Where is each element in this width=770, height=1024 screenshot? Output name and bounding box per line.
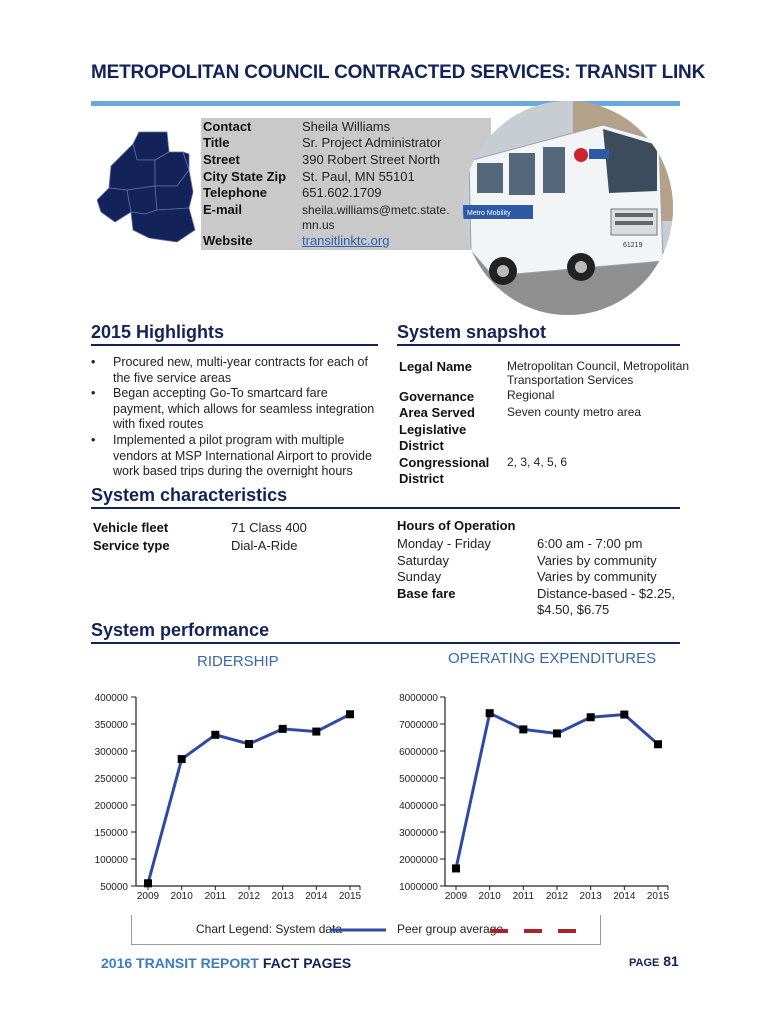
highlights-divider [91,344,378,346]
data-point [486,709,494,717]
ridership-chart [80,685,370,905]
page-label: PAGE [629,957,660,969]
area-served-value: Seven county metro area [507,405,642,419]
highlight-text: Began accepting Go-To smartcard fare payment, which allows for seamless integration with fixed routes [113,386,375,431]
governance-label: Governance [399,389,475,404]
x-tick-label: 2011 [512,891,535,902]
highlight-item [91,433,376,480]
area-served-label: Area Served [399,405,475,420]
sunday-label: Sunday [397,569,442,584]
service-type-label: Service type [93,538,170,553]
legal-name-label: Legal Name [399,359,472,374]
x-tick-label: 2010 [170,891,193,902]
y-tick-label: 150000 [94,828,128,839]
legend-peer-swatch [488,927,583,935]
vehicle-fleet-label: Vehicle fleet [93,520,169,535]
weekday-label: Monday - Friday [397,536,491,551]
service-area-map [97,130,207,242]
vehicle-fleet-value: 71 Class 400 [231,520,307,535]
x-tick-label: 2015 [338,891,362,902]
highlight-text: Procured new, multi-year contracts for each of the five service areas [113,355,368,385]
report-title-part1: 2016 TRANSIT REPORT [101,955,259,971]
legal-name-line1: Metropolitan Council, Metropolitan [507,359,690,373]
x-tick-label: 2013 [271,891,294,902]
saturday-hours: Varies by community [537,553,657,568]
y-tick-label: 4000000 [399,801,438,812]
expenditures-chart [380,685,680,905]
bus-illustration [463,101,673,315]
contact-label: Contact [203,119,252,134]
characteristics-divider [91,507,680,509]
congressional-value: 2, 3, 4, 5, 6 [507,455,568,469]
y-tick-label: 50000 [100,882,128,893]
contact-telephone: 651.602.1709 [302,185,382,200]
data-point [620,711,628,719]
legal-name-line2: Transportation Services [507,373,634,387]
data-point [312,728,320,736]
contact-title: Sr. Project Administrator [302,135,442,150]
bullet-icon: • [91,433,96,447]
highlights-heading: 2015 Highlights [91,322,225,342]
base-fare-line2: $4.50, $6.75 [537,602,610,617]
legend-system-swatch [328,926,388,934]
page-number: 81 [663,953,679,969]
weekday-hours: 6:00 am - 7:00 pm [537,536,643,551]
contact-email-line2[interactable]: mn.us [302,218,335,232]
data-point [519,725,527,733]
x-tick-label: 2009 [444,891,468,902]
y-tick-label: 400000 [94,693,128,704]
y-tick-label: 350000 [94,720,128,731]
x-tick-label: 2015 [646,891,670,902]
contact-email-line1[interactable]: sheila.williams@metc.state. [302,203,450,217]
y-tick-label: 8000000 [399,693,438,704]
highlight-text: Implemented a pilot program with multiple vendors at MSP International Airport to provide work based trips during the overnight hours [113,433,372,478]
x-tick-label: 2013 [579,891,602,902]
bus-photo [463,101,673,315]
bus-logo-text: Metro Mobility [467,210,511,217]
website-link[interactable]: transitlinktc.org [302,233,390,248]
x-tick-label: 2011 [204,891,227,902]
congressional-label-2: District [399,471,444,486]
report-footer [101,955,351,971]
x-tick-label: 2012 [545,891,569,902]
performance-divider [91,642,680,644]
y-tick-label: 5000000 [399,774,438,785]
data-point [279,725,287,733]
saturday-label: Saturday [397,553,450,568]
city-state-zip-label: City State Zip [203,169,287,184]
sunday-hours: Varies by community [537,569,657,584]
snapshot-divider [397,344,680,346]
x-tick-label: 2009 [136,891,160,902]
contact-name: Sheila Williams [302,119,391,134]
snapshot-heading: System snapshot [397,322,547,342]
governance-value: Regional [507,388,555,402]
website-label: Website [203,233,253,248]
characteristics-heading: System characteristics [91,485,288,505]
x-tick-label: 2014 [305,891,328,902]
data-point [144,879,152,887]
hours-label: Hours of Operation [397,518,516,533]
data-point [346,710,354,718]
data-point [452,864,460,872]
contact-street: 390 Robert Street North [302,152,441,167]
contact-city: St. Paul, MN 55101 [302,169,415,184]
congressional-label-1: Congressional [399,455,490,470]
data-point [553,729,561,737]
service-type-value: Dial-A-Ride [231,538,298,553]
data-point [245,740,253,748]
x-tick-label: 2010 [478,891,501,902]
bus-unit-number: 61219 [623,242,643,249]
x-tick-label: 2012 [237,891,261,902]
data-point [211,731,219,739]
y-tick-label: 3000000 [399,828,438,839]
legend-peer-label: Peer group average [397,922,504,936]
title-label: Title [203,135,230,150]
base-fare-line1: Distance-based - $2.25, [537,586,676,601]
page-number-block [629,953,679,969]
legend-system-label: Chart Legend: System data [196,922,343,936]
legislative-label-1: Legislative [399,422,467,437]
x-tick-label: 2014 [613,891,636,902]
page-title: METROPOLITAN COUNCIL CONTRACTED SERVICES: TRANSIT LINK [91,62,706,83]
bullet-icon: • [91,355,96,369]
legislative-label-2: District [399,438,444,453]
highlight-item [91,386,376,433]
y-tick-label: 250000 [94,774,128,785]
series-line [148,714,350,883]
y-tick-label: 6000000 [399,747,438,758]
expenditures-chart-title: OPERATING EXPENDITURES [448,650,657,667]
report-title-part2: FACT PAGES [262,955,352,971]
data-point [178,755,186,763]
telephone-label: Telephone [203,185,268,200]
base-fare-label: Base fare [397,586,456,601]
highlight-item [91,355,376,386]
ridership-chart-title: RIDERSHIP [197,653,279,670]
data-point [587,713,595,721]
street-label: Street [203,152,240,167]
y-tick-label: 300000 [94,747,128,758]
y-tick-label: 1000000 [399,882,438,893]
bullet-icon: • [91,386,96,400]
y-tick-label: 2000000 [399,855,438,866]
data-point [654,740,662,748]
y-tick-label: 7000000 [399,720,438,731]
performance-heading: System performance [91,620,270,640]
y-tick-label: 100000 [94,855,128,866]
email-label: E-mail [203,202,243,217]
y-tick-label: 200000 [94,801,128,812]
